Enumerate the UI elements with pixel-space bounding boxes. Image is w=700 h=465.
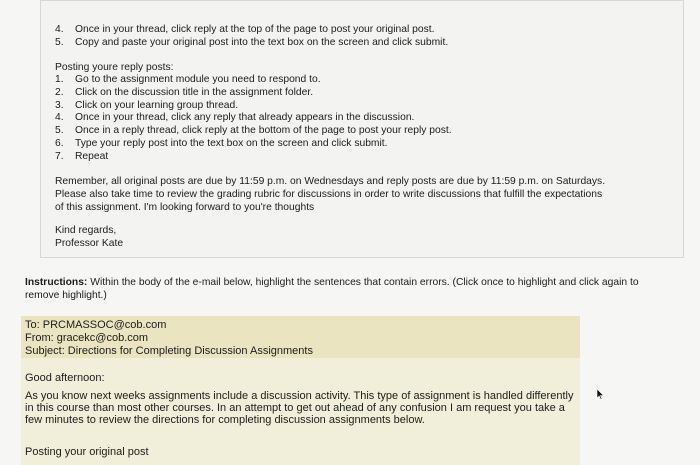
- list-number: 5.: [55, 36, 64, 48]
- email-from[interactable]: From: gracekc@cob.com: [25, 332, 149, 344]
- email-sentence[interactable]: As you know next weeks assignments include a discussion activity. This type of assignment is handled differently: [25, 390, 574, 402]
- list-text: Type your reply post into the text box on the screen and click submit.: [75, 137, 388, 149]
- reminder-line: Please also take time to review the grading rubric for discussions in order to write discussions that fulfill the expectations: [55, 188, 603, 200]
- list-item: [55, 138, 452, 151]
- list-text: Once in your thread, click reply at the top of the page to post your original post.: [75, 24, 435, 35]
- list-number: 6.: [55, 137, 64, 149]
- reminder-line: Remember, all original posts are due by 11:59 p.m. on Wednesdays and reply posts are due by 11:59 p.m. on Saturdays.: [55, 176, 606, 187]
- instructions-body-cont: remove highlight.): [25, 289, 107, 301]
- initial-steps-list: [55, 24, 448, 50]
- mouse-pointer-icon: [597, 389, 605, 400]
- list-item: [55, 87, 452, 100]
- signoff: [55, 225, 655, 251]
- list-number: 1.: [55, 74, 64, 85]
- instructions-body: Within the body of the e-mail below, highlight the sentences that contain errors. (Click once to highlight and click again to: [87, 277, 639, 288]
- list-text: Copy and paste your original post into the text box on the screen and click submit.: [75, 36, 449, 48]
- email-sentence[interactable]: in this course than most other courses. In an attempt to get out ahead of any confusion I am request you take a: [25, 402, 565, 414]
- list-text: Click on the discussion title in the assignment folder.: [75, 86, 314, 98]
- reminder-line: of this assignment. I'm looking forward to you're thoughts: [55, 201, 315, 213]
- list-text: Once in a reply thread, click reply at the bottom of the page to post your reply post.: [75, 125, 452, 137]
- list-text: Once in your thread, click any reply that already appears in the discussion.: [75, 112, 415, 124]
- list-item: [55, 37, 448, 50]
- list-number: 5.: [55, 125, 64, 137]
- email-body[interactable]: [21, 316, 580, 465]
- reply-heading: Posting youre reply posts:: [55, 62, 174, 73]
- signoff-line: Professor Kate: [55, 237, 124, 249]
- list-text: Repeat: [75, 150, 109, 162]
- reply-steps-list: [55, 74, 452, 164]
- signoff-line: Kind regards,: [55, 225, 117, 236]
- email-sentence[interactable]: few minutes to review the directions for completing discussion assignments below.: [25, 414, 425, 426]
- email-greeting[interactable]: Good afternoon:: [25, 372, 105, 384]
- list-number: 2.: [55, 86, 64, 98]
- list-item: [55, 112, 452, 125]
- list-text: Go to the assignment module you need to respond to.: [75, 74, 321, 85]
- list-text: Click on your learning group thread.: [75, 99, 239, 111]
- list-item: [55, 125, 452, 138]
- instructions-text: [25, 277, 690, 303]
- list-item: [55, 151, 452, 164]
- list-item: [55, 24, 448, 37]
- list-number: 4.: [55, 24, 64, 35]
- list-number: 4.: [55, 112, 64, 124]
- email-section-heading[interactable]: Posting your original post: [25, 446, 149, 458]
- list-number: 7.: [55, 150, 64, 162]
- email-to[interactable]: To: PRCMASSOC@cob.com: [25, 319, 167, 331]
- list-item: [55, 100, 452, 113]
- list-number: 3.: [55, 99, 64, 111]
- reminder-paragraph: [55, 176, 655, 214]
- email-subject[interactable]: Subject: Directions for Completing Discussion Assignments: [25, 345, 313, 357]
- directions-panel: [40, 0, 684, 258]
- instructions-label: Instructions:: [25, 277, 88, 288]
- list-item: [55, 74, 452, 87]
